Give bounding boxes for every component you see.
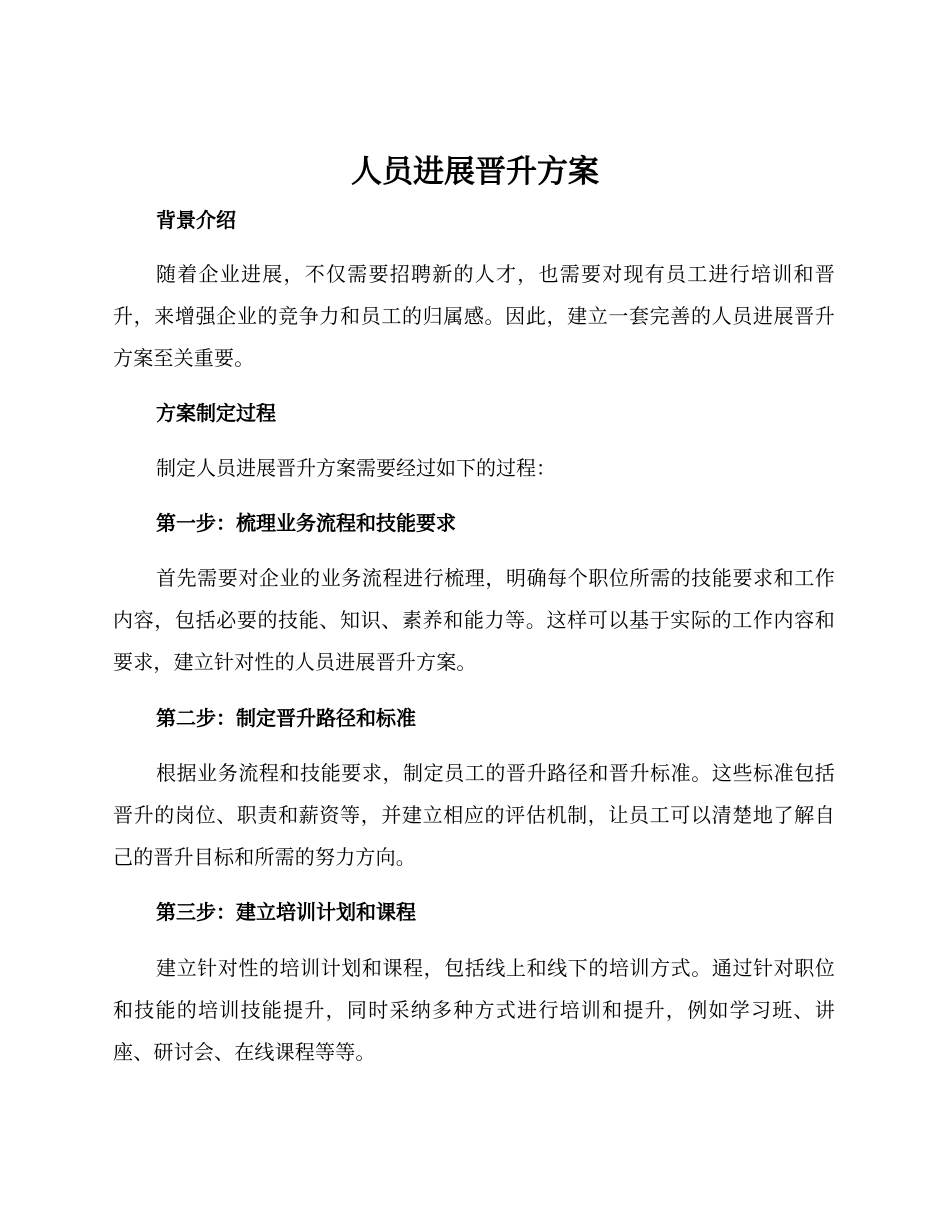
section-heading-step1: 第一步：梳理业务流程和技能要求 [156, 511, 456, 535]
document-title: 人员进展晋升方案 [351, 154, 599, 190]
paragraph-background: 随着企业进展，不仅需要招聘新的人才，也需要对现有员工进行培训和晋升，来增强企业的竞争力和员工的归属感。因此，建立一套完善的人员进展晋升方案至关重要。 [113, 262, 835, 370]
paragraph-step1: 首先需要对企业的业务流程进行梳理，明确每个职位所需的技能要求和工作内容，包括必要的技能、知识、素养和能力等。这样可以基于实际的工作内容和要求，建立针对性的人员进展晋升方案。 [113, 566, 835, 674]
section-heading-step2: 第二步：制定晋升路径和标准 [156, 706, 416, 730]
section-heading-step3: 第三步：建立培训计划和课程 [156, 900, 416, 924]
paragraph-step2: 根据业务流程和技能要求，制定员工的晋升路径和晋升标准。这些标准包括晋升的岗位、职责和薪资等，并建立相应的评估机制，让员工可以清楚地了解自己的晋升目标和所需的努力方向。 [113, 761, 835, 869]
section-heading-process: 方案制定过程 [156, 401, 276, 425]
paragraph-step3: 建立针对性的培训计划和课程，包括线上和线下的培训方式。通过针对职位和技能的培训技能提升，同时采纳多种方式进行培训和提升，例如学习班、讲座、研讨会、在线课程等等。 [113, 956, 835, 1064]
paragraph-process-intro: 制定人员进展晋升方案需要经过如下的过程： [156, 456, 556, 480]
section-heading-background: 背景介绍 [156, 208, 236, 232]
